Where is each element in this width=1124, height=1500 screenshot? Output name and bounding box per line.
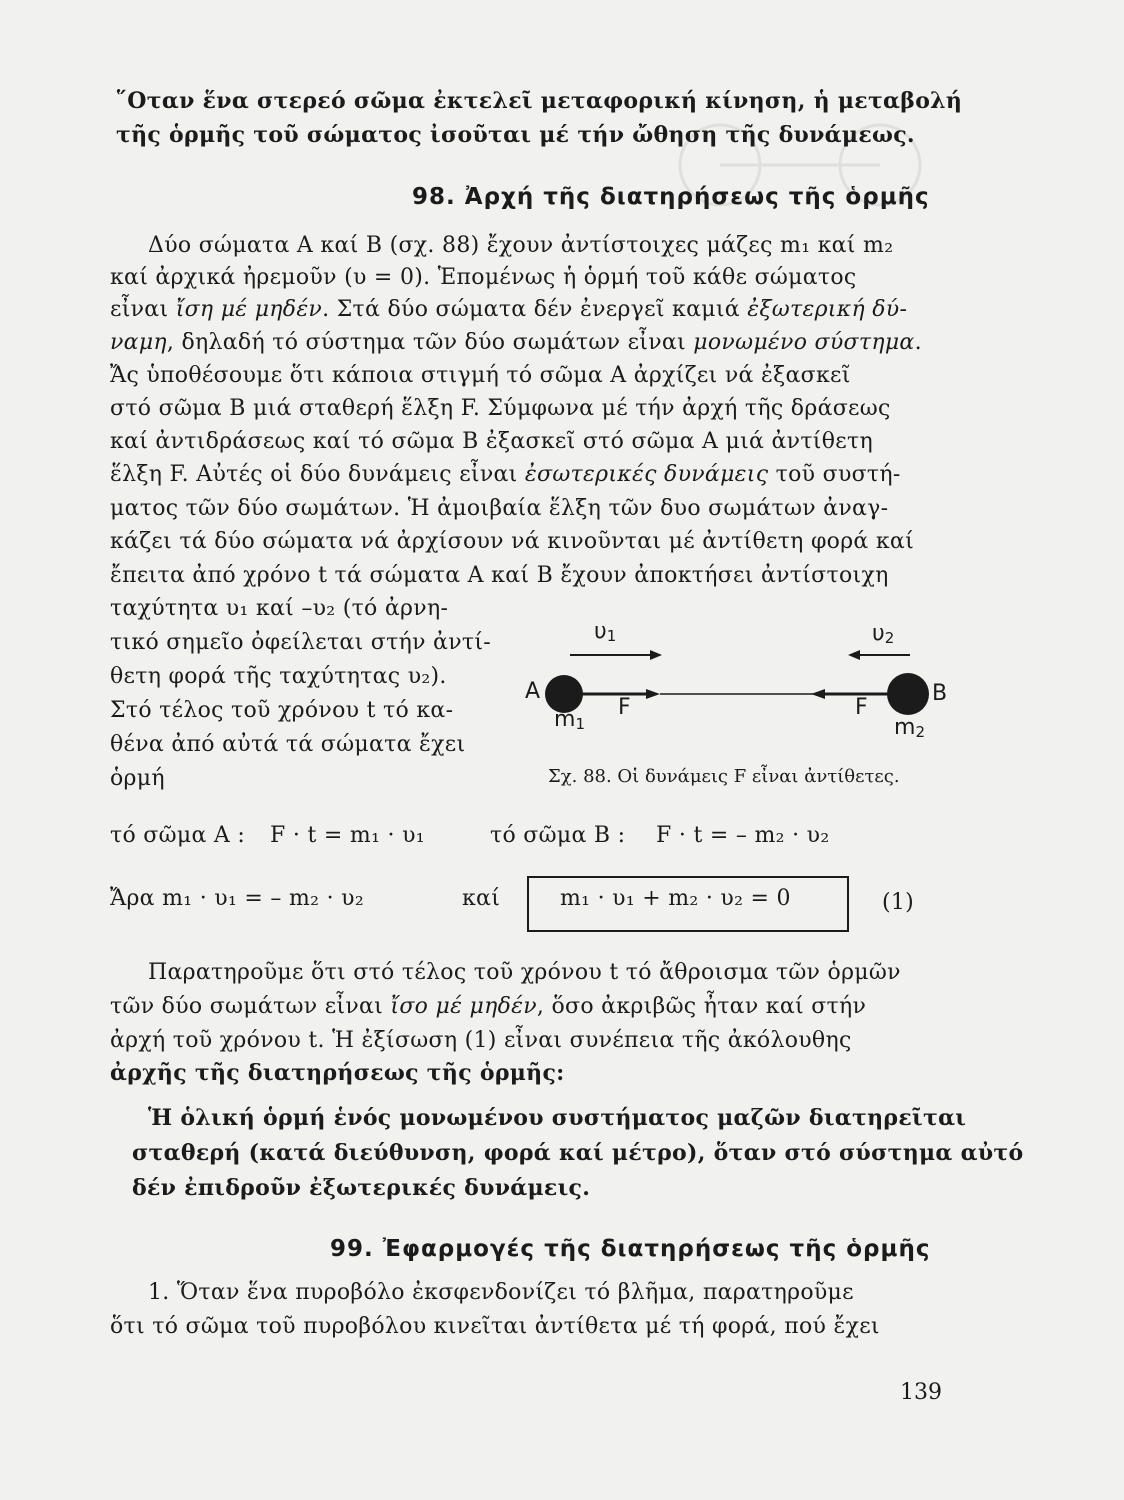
- para98-line-3-a: εἶναι: [110, 297, 176, 322]
- para-after-line-2-italic: ἴσο μέ μηδέν: [390, 994, 537, 1019]
- para98-line-10: κάζει τά δύο σώματα νά ἀρχίσουν νά κινοῦνται μέ ἀντίθετη φορά καί: [110, 529, 915, 554]
- velocity-u2-arrowhead: [848, 650, 860, 660]
- para98-line-9: ματος τῶν δύο σωμάτων. Ἡ ἀμοιβαία ἕλξη τῶν δυο σωμάτων ἀναγ-: [110, 496, 889, 521]
- eq-ara: Ἄρα m₁ · υ₁ = – m₂ · υ₂: [110, 886, 364, 911]
- para98-line-8-a: ἕλξη F. Αὐτές οἱ δύο δυνάμεις εἶναι: [110, 462, 525, 487]
- section-98-heading: [412, 184, 930, 210]
- para-after-line-4: ἀρχῆς τῆς διατηρήσεως τῆς ὁρμῆς:: [110, 1060, 565, 1086]
- para-after-line-1: Παρατηροῦμε ὅτι στό τέλος τοῦ χρόνου t τό ἄθροισμα τῶν ὁρμῶν: [148, 960, 901, 985]
- label-u2: [872, 621, 894, 647]
- label-u1-letter: υ: [594, 619, 607, 644]
- para98-line-2: καί ἀρχικά ἠρεμοῦν (υ = 0). Ἑπομένως ἡ ὁρμή τοῦ κάθε σώματος: [110, 265, 857, 290]
- para98-line-4-d: .: [914, 330, 922, 355]
- para98-line-4-b: , δηλαδή τό σύστημα τῶν δύο σωμάτων εἶναι: [166, 330, 694, 355]
- para98-line-7: καί ἀντιδράσεως καί τό σῶμα Β ἐξασκεῖ στό σῶμα Α μιά ἀντίθετη: [110, 429, 873, 454]
- eq-boxed-expr: m₁ · υ₁ + m₂ · υ₂ = 0: [560, 886, 791, 911]
- para98-line-3-italic-2: ἐξωτερική δύ-: [747, 297, 908, 322]
- para98-line-3-c: . Στά δύο σώματα δέν ἐνεργεῖ καμιά: [322, 297, 748, 322]
- force-f2-arrowhead: [811, 689, 825, 699]
- para-after-line-2-c: , ὅσο ἀκριβῶς ἦταν καί στήν: [536, 994, 867, 1019]
- section-98-title: Ἀρχή τῆς διατηρήσεως τῆς ὁρμῆς: [464, 184, 930, 210]
- principle-line-3: δέν ἐπιδροῦν ἐξωτερικές δυνάμεις.: [132, 1175, 591, 1201]
- velocity-u1-arrowhead: [650, 650, 662, 660]
- section-98-number: 98.: [412, 184, 456, 210]
- section-99-title: Ἐφαρμογές τῆς διατηρήσεως τῆς ὁρμῆς: [382, 1236, 931, 1262]
- para98-line-4-italic-2: μονωμένο σύστημα: [693, 330, 915, 355]
- label-a: A: [525, 679, 541, 704]
- label-u1-subscript: 1: [606, 627, 617, 645]
- para98-line-5: Ἄς ὑποθέσουμε ὅτι κάποια στιγμή τό σῶμα Α ἀρχίζει νά ἐξασκεῖ: [110, 363, 851, 388]
- label-f1: F: [618, 695, 631, 720]
- para98-line-8: [110, 462, 901, 487]
- figure-88-caption: Σχ. 88. Οἱ δυνάμεις F εἶναι ἀντίθετες.: [548, 766, 900, 787]
- para98-line-17: ὁρμή: [110, 766, 165, 791]
- intro-line-1: ῞Οταν ἕνα στερεό σῶμα ἐκτελεῖ μεταφορική κίνηση, ἡ μεταβολή: [116, 88, 963, 114]
- para-after-line-3: ἀρχή τοῦ χρόνου t. Ἡ ἐξίσωση (1) εἶναι συνέπεια τῆς ἀκόλουθης: [110, 1028, 852, 1053]
- label-b: B: [932, 681, 948, 706]
- eq-body-a-expr: F · t = m₁ · υ₁: [270, 823, 425, 848]
- para98-line-11: ἔπειτα ἀπό χρόνο t τά σώματα Α καί Β ἔχουν ἀποκτήσει ἀντίστοιχη: [110, 563, 889, 588]
- para98-line-4-italic-1: ναμη: [110, 330, 167, 355]
- section-99-number: 99.: [330, 1236, 374, 1262]
- principle-line-2: σταθερή (κατά διεύθυνση, φορά καί μέτρο), ὅταν στό σύστημα αὐτό: [132, 1140, 1024, 1166]
- label-m1-letter: m: [554, 707, 576, 732]
- para99-line-1: 1. Ὅταν ἕνα πυροβόλο ἐκσφενδονίζει τό βλῆμα, παρατηροῦμε: [148, 1280, 854, 1305]
- para98-line-12: ταχύτητα υ₁ καί –υ₂ (τό ἀρνη-: [110, 596, 449, 621]
- page-number: 139: [900, 1380, 942, 1405]
- intro-line-2: τῆς ὁρμῆς τοῦ σώματος ἰσοῦται μέ τήν ὤθηση τῆς δυνάμεως.: [116, 122, 915, 148]
- figure-88: [520, 615, 950, 755]
- label-m1-subscript: 1: [575, 715, 585, 733]
- eq-body-b-expr: F · t = – m₂ · υ₂: [656, 823, 830, 848]
- section-99-heading: [330, 1236, 930, 1262]
- eq-kai: καί: [462, 886, 501, 911]
- eq-body-b-label: τό σῶμα Β :: [490, 823, 626, 848]
- force-f1-arrowhead: [646, 689, 660, 699]
- principle-line-1: Ἡ ὁλική ὁρμή ἑνός μονωμένου συστήματος μαζῶν διατηρεῖται: [148, 1105, 967, 1131]
- para98-line-13: τικό σημεῖο ὀφείλεται στήν ἀντί-: [110, 630, 491, 655]
- label-u2-letter: υ: [872, 621, 885, 646]
- para-after-line-2: [110, 994, 866, 1019]
- para98-line-8-italic: ἐσωτερικές δυνάμεις: [524, 462, 769, 487]
- mass-b-ball: [887, 673, 929, 715]
- para98-line-15: Στό τέλος τοῦ χρόνου t τό κα-: [110, 698, 454, 723]
- label-u2-subscript: 2: [884, 629, 895, 647]
- para-after-line-2-a: τῶν δύο σωμάτων εἶναι: [110, 994, 391, 1019]
- label-m1: [554, 707, 585, 733]
- para98-line-16: θένα ἀπό αὐτά τά σώματα ἔχει: [110, 732, 466, 757]
- para98-line-3-italic-1: ἴση μέ μηδέν: [175, 297, 323, 322]
- eq-number: (1): [882, 890, 915, 915]
- para98-line-3: [110, 297, 907, 322]
- para98-line-8-c: τοῦ συστή-: [768, 462, 901, 487]
- label-u1: [594, 619, 616, 645]
- para98-line-14: θετη φορά τῆς ταχύτητας υ₂).: [110, 664, 447, 689]
- para98-line-6: στό σῶμα Β μιά σταθερή ἕλξη F. Σύμφωνα μέ τήν ἀρχή τῆς δράσεως: [110, 396, 891, 421]
- para99-line-2: ὅτι τό σῶμα τοῦ πυροβόλου κινεῖται ἀντίθετα μέ τή φορά, πού ἔχει: [110, 1314, 880, 1339]
- para98-line-1: Δύο σώματα Α καί Β (σχ. 88) ἔχουν ἀντίστοιχες μάζες m₁ καί m₂: [148, 233, 894, 258]
- eq-body-a-label: τό σῶμα Α :: [110, 823, 246, 848]
- para98-line-4: [110, 330, 922, 355]
- label-m2: [894, 715, 925, 741]
- label-m2-subscript: 2: [915, 723, 925, 741]
- label-m2-letter: m: [894, 715, 916, 740]
- label-f2: F: [855, 695, 868, 720]
